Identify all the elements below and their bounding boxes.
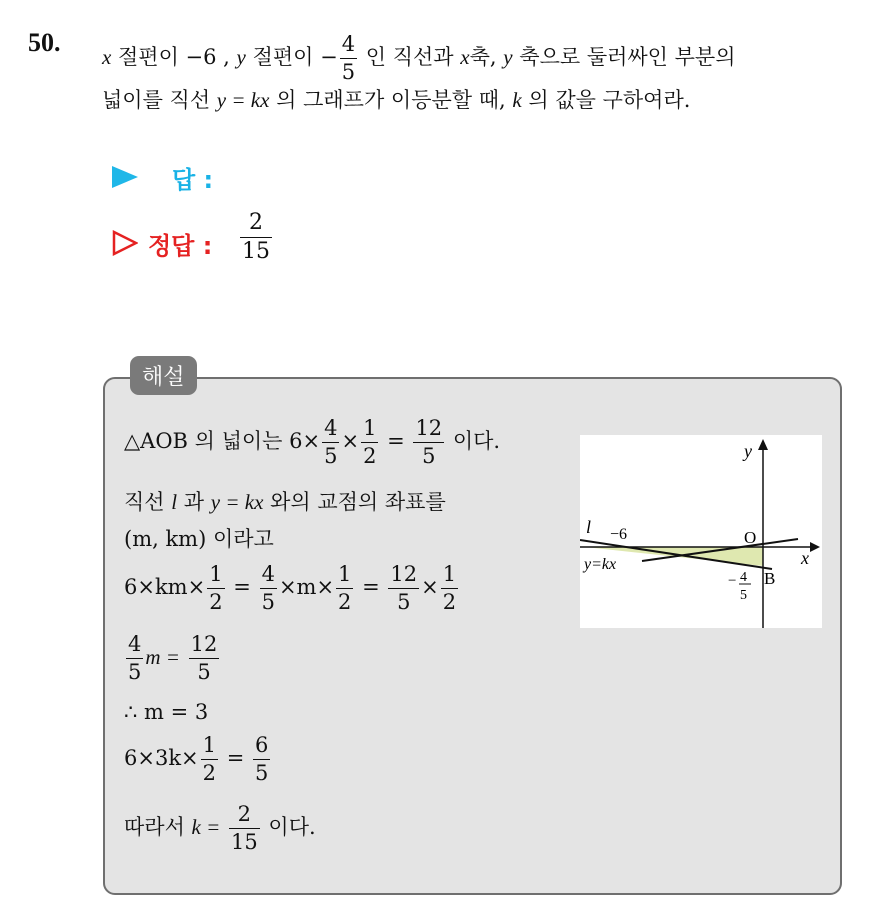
question-text: 의 그래프가 이등분할 때, — [276, 88, 506, 112]
l-label: l — [586, 517, 592, 537]
question-text: 의 값을 구하여라. — [528, 88, 691, 112]
x-axis-label: x — [801, 548, 809, 568]
frac-den: 5 — [740, 588, 747, 603]
solution-tag: 해설 — [130, 356, 197, 395]
graph-svg — [580, 435, 822, 628]
solution-line-5: $\frac{4}{5}$ m = $\frac{12}{5}$ — [128, 632, 218, 684]
y-axis-label: y — [744, 441, 752, 461]
question-line-1 — [102, 34, 736, 83]
answer-label: 답 : — [172, 166, 214, 194]
var-y: y — [236, 45, 246, 69]
solution-line-6: ∴ m = 3 — [124, 700, 209, 724]
correct-answer-label: 정답 : — [148, 232, 213, 260]
var-x: x — [102, 45, 112, 69]
b-label: B — [764, 569, 776, 588]
question-line-2 — [102, 84, 690, 114]
neg-sign: − — [728, 573, 737, 589]
var-y: y — [503, 45, 513, 69]
var-x: x — [460, 45, 470, 69]
origin-label: O — [744, 528, 757, 547]
solution-graph — [580, 435, 822, 628]
var-k: k — [512, 88, 522, 112]
question-text: 축, — [469, 45, 497, 69]
question-text: 인 직선과 — [365, 45, 454, 69]
solution-line-4: 6×km× $\frac{1}{2}$ = $\frac{4}{5}$ ×m× $\frac{1}{2}$ = $\frac{12}{5}$ × $\frac{1}{2}$ — [124, 562, 457, 614]
solution-line-8: 따라서 k = $\frac{2}{15}$ 이다. — [124, 802, 316, 854]
question-text: 절편이 − — [252, 45, 338, 69]
line-label: y=kx — [584, 556, 617, 573]
question-text: 축으로 둘러싸인 부분의 — [519, 45, 736, 69]
equation: y = kx — [216, 88, 270, 112]
correct-arrow-icon — [112, 230, 138, 256]
question-text: 절편이 −6 , — [118, 45, 230, 69]
solution-line-7: 6×3k× $\frac{1}{2}$ = $\frac{6}{5}$ — [124, 733, 269, 785]
fraction: $\frac{4}{5}$ — [341, 32, 356, 84]
y-axis-arrow — [758, 439, 768, 450]
correct-answer-value: $\frac{2}{15}$ — [242, 210, 270, 264]
frac-num: 4 — [740, 570, 747, 585]
solution-line-1: △AOB 의 넓이는 6× $\frac{4}{5}$ × $\frac{1}{2}$ = $\frac{12}{5}$ 이다. — [124, 416, 501, 468]
question-text: 넓이를 직선 — [102, 88, 211, 112]
solution-line-2: 직선 l 과 y = kx 와의 교점의 좌표를 — [124, 490, 446, 514]
answer-arrow-icon — [112, 166, 138, 188]
question-number: 50. — [28, 28, 61, 57]
solution-line-3: (m, km) 이라고 — [124, 527, 274, 551]
neg6-label: −6 — [610, 526, 628, 543]
x-axis-arrow — [810, 542, 820, 552]
